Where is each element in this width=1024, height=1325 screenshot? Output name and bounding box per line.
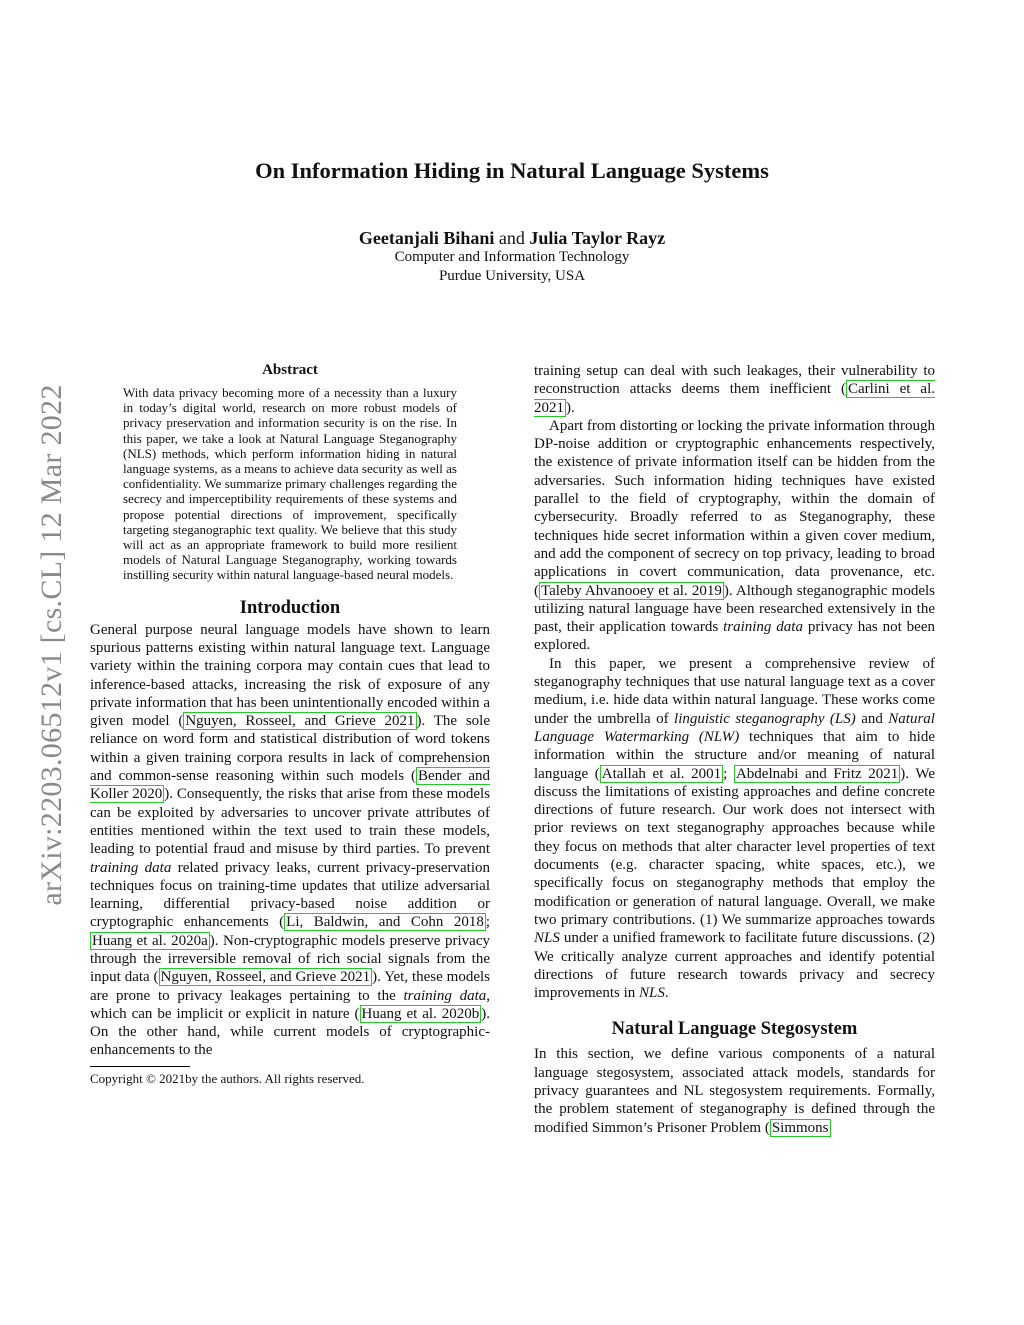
body-paragraph <box>534 362 935 417</box>
paper-title: On Information Hiding in Natural Language Systems <box>255 158 769 183</box>
author-name: Geetanjali Bihani <box>358 228 495 248</box>
body-text: In this paper, we present a comprehensive review of steganography techniques that use natural language text as a cover medium, i.e. hide data within natural language. These works come under the umbrella of <box>534 655 935 727</box>
body-text: In this section, we define various components of a natural language stegosystem, associated attack models, standards for privacy guarantees and NL stegosystem requirements. Formally, the problem statement of steganography is defined through the modified Simmon’s Prisoner Problem ( <box>534 1046 935 1136</box>
emphasis-term: NLS <box>639 985 665 1002</box>
body-paragraph <box>534 417 935 655</box>
abstract-body: With data privacy becoming more of a necessity than a luxury in today’s digital world, research on more robust models of privacy preservation and information security is on the rise. In this paper, we take a look at Natural Language Steganography (NLS) methods, which perform information hiding in natural language systems, as a means to achieve data security as well as confidentiality. We summarize primary challenges regarding the secrecy and imperceptibility requirements of these systems and propose potential directions of improvement, specifically targeting steganographic text quality. We believe that this study will act as an appropriate framework to build more resilient models of Natural Language Steganography, working towards instilling security within natural language-based neural models. <box>123 385 457 583</box>
body-text: privacy has not been explored. <box>534 619 935 654</box>
citation-link[interactable]: Taleby Ahvanooey et al. 2019 <box>541 582 722 599</box>
intro-text: ). Non-cryptographic models preserve privacy through the irreversible removal of rich social signals from the input data ( <box>90 932 490 986</box>
stegosystem-heading: Natural Language Stegosystem <box>611 1019 858 1040</box>
right-column <box>534 362 935 1137</box>
body-text: and <box>855 710 889 727</box>
body-text: under a unified framework to facilitate future discussions. (2) We critically analyze current approaches and identify potential directions of future research towards privacy and secrecy improvements in <box>534 930 935 1002</box>
author-line <box>0 228 1024 249</box>
intro-text: ). Yet, these models are prone to privacy leakages pertaining to the <box>90 969 490 1004</box>
author-name: Julia Taylor Rayz <box>529 228 666 248</box>
citation-link[interactable]: Huang et al. 2020b <box>361 1005 480 1022</box>
emphasis-term: linguistic steganography (LS) <box>674 710 856 727</box>
abstract-heading: Abstract <box>262 362 318 378</box>
affiliation-university: Purdue University, USA <box>438 268 586 284</box>
intro-text: ). On the other hand, while current models of cryptographic-enhancements to the <box>90 1005 491 1059</box>
citation-link[interactable]: Nguyen, Rosseel, and Grieve 2021 <box>160 969 371 986</box>
emphasis-term: training data <box>90 859 172 876</box>
body-text: ). Although steganographic models utilizing natural language have been researched extensively in the past, their application towards <box>534 582 935 636</box>
body-text: ). We discuss the limitations of existing approaches and define concrete directions of future research. Our work does not intersect with prior reviews on text steganography approaches because while they focus on methods that alter character level properties of text documents (e.g. character spacing, white spaces, etc.), we specifically focus on steganography methods that employ the modification or generation of natural language. Overall, we make two primary contributions. (1) We summarize approaches towards <box>534 765 936 928</box>
citation-link[interactable]: Simmons <box>771 1119 829 1136</box>
citation-separator: ; <box>723 765 734 782</box>
emphasis-term: NLS <box>534 930 560 947</box>
footnote-divider <box>90 1066 190 1067</box>
citation-link[interactable]: Bender and Koller 2020 <box>90 768 490 803</box>
left-column <box>90 362 490 1087</box>
citation-link[interactable]: Atallah et al. 2001 <box>601 765 722 782</box>
citation-link[interactable]: Nguyen, Rosseel, and Grieve 2021 <box>185 713 415 730</box>
body-text: . <box>664 985 669 1002</box>
intro-text: related privacy leaks, current privacy-preservation techniques focus on training-time updates that utilize adversarial learning, differential privacy-based noise addition or cryptographic enhancements ( <box>90 859 490 931</box>
emphasis-term: Natural Language Watermarking (NLW) <box>534 710 935 745</box>
intro-text: General purpose neural language models have shown to learn spurious patterns existing within natural language text. Language variety within the training corpora may contain cues that lead to inference-based attacks, increasing the risk of exposure of any private information that has been unintentionally encoded within a given model ( <box>90 621 490 730</box>
emphasis-term: training data <box>723 619 803 636</box>
body-paragraph <box>534 1045 935 1136</box>
copyright-footnote: Copyright © 2021by the authors. All rights reserved. <box>90 1070 365 1086</box>
citation-link[interactable]: Abdelnabi and Fritz 2021 <box>735 765 899 782</box>
intro-text: ). Consequently, the risks that arise from these models can be exploited by adversaries to uncover private attributes of entities mentioned within the text used to train these models, leading to potential fraud and misuse by third parties. To prevent <box>90 786 490 858</box>
body-text: training setup can deal with such leakages, their vulnerability to reconstruction attacks deems them inefficient ( <box>534 363 935 398</box>
emphasis-term: training data <box>403 987 487 1004</box>
citation-link[interactable]: Li, Baldwin, and Cohn 2018 <box>286 914 484 931</box>
citation-link[interactable]: Huang et al. 2020a <box>92 932 208 949</box>
introduction-heading: Introduction <box>239 597 341 618</box>
body-text: techniques that aim to hide information within the structure and/or meaning of natural language ( <box>534 728 935 782</box>
body-text: Apart from distorting or locking the private information through DP-noise addition or cryptographic enhancements respectively, the existence of private information itself can be hidden from the adversaries. Such information hiding techniques have existed parallel to the field of cryptography, within the domain of cybersecurity. Broadly referred to as Steganography, these techniques hide secret information within a given cover medium, and add the component of secrecy on top privacy, leading to broad applications in covert communication, data provenance, etc. ( <box>534 417 935 599</box>
affiliation-department: Computer and Information Technology <box>394 249 630 265</box>
body-paragraph <box>534 655 935 1003</box>
author-conjunction: and <box>498 228 525 248</box>
arxiv-identifier: arXiv:2203.06512v1 [cs.CL] 12 Mar 2022 <box>35 384 68 906</box>
intro-text: , which can be implicit or explicit in nature ( <box>90 987 490 1022</box>
citation-link[interactable]: Carlini et al. 2021 <box>534 381 936 416</box>
intro-text: ). The sole reliance on word form and statistical distribution of word tokens within a given training corpora results in lack of comprehension and common-sense reasoning within such models ( <box>90 713 490 785</box>
body-text: ). <box>566 399 575 416</box>
introduction-paragraph <box>90 621 490 1060</box>
citation-separator: ; <box>485 914 490 931</box>
